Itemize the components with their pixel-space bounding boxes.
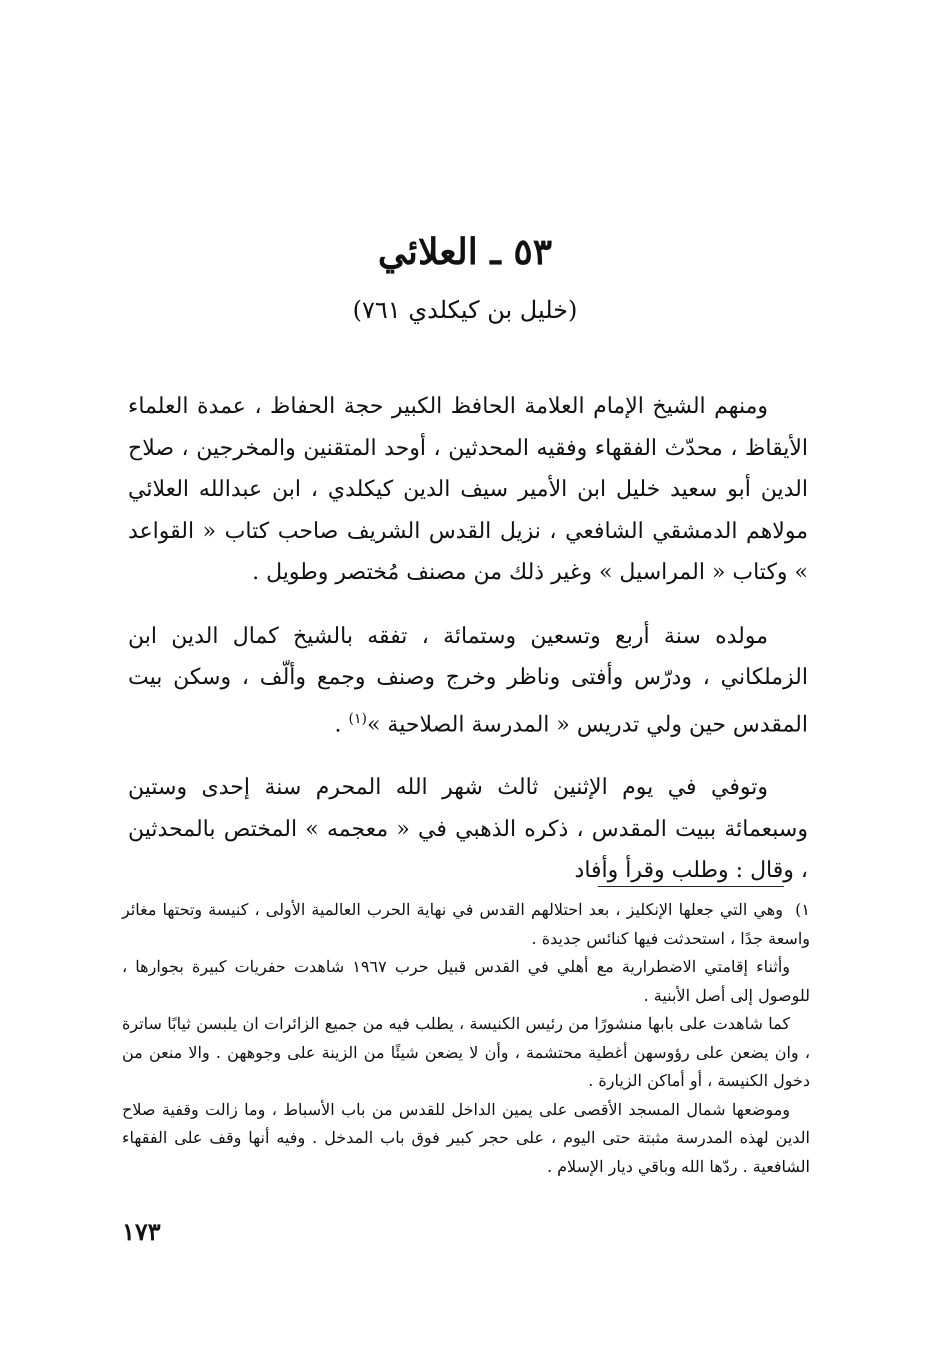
- main-text: [128, 386, 808, 914]
- footnote-marker: (١): [348, 710, 367, 727]
- footnotes: [122, 896, 810, 1181]
- chapter-title: ٥٣ ـ العلائي: [377, 231, 553, 273]
- chapter-subtitle: (خليل بن كيكلدي ٧٦١): [352, 296, 578, 324]
- page-number: ١٧٣: [122, 1217, 161, 1246]
- paragraph-birth: [128, 616, 808, 746]
- paragraph-birth-text: مولده سنة أربع وتسعين وستمائة ، تفقه بالشيخ كمال الدين ابن الزملكاني ، ودرّس وأفتى وناظر وخرج وصنف وجمع وألّف ، وسكن بيت المقدس حين ولي تدريس « المدرسة الصلاحية »: [128, 623, 808, 737]
- footnote-line: وموضعها شمال المسجد الأقصى على يمين الداخل للقدس من باب الأسباط ، وما زالت وقفية صلاح الدين لهذه المدرسة مثبتة حتى اليوم ، على حجر كبير فوق باب المدخل . وفيه أنها وقف على الفقهاء الشافعية . ردّها الله وباقي ديار الإسلام .: [122, 1099, 810, 1176]
- footnote-text: وهي التي جعلها الإنكليز ، بعد احتلالهم القدس في نهاية الحرب العالمية الأولى ، كنيسة وتحتها مغائر واسعة جدًا ، استحدثت فيها كنائس جديدة .: [122, 900, 810, 948]
- footnote-line: وأثناء إقامتي الاضطرارية مع أهلي في القدس قبيل حرب ١٩٦٧ شاهدت حفريات كبيرة بجوارها ، للوصول إلى أصل الأبنية .: [122, 957, 810, 1005]
- footnote-divider: [598, 886, 784, 887]
- paragraph-death: وتوفي في يوم الإثنين ثالث شهر الله المحرم سنة إحدى وستين وسبعمائة ببيت المقدس ، ذكره الذهبي في « معجمه » المختص بالمحدثين ، وقال : وطلب وقرأ وأفاد: [128, 775, 808, 884]
- paragraph-intro: ومنهم الشيخ الإمام العلامة الحافظ الكبير حجة الحفاظ ، عمدة العلماء الأيقاظ ، محدّث الفقهاء وفقيه المحدثين ، أوحد المتقنين والمخرجين ، صلاح الدين أبو سعيد خليل ابن الأمير سيف الدين كيكلدي ، ابن عبدالله العلائي مولاهم الدمشقي الشافعي ، نزيل القدس الشريف صاحب كتاب « القواعد » وكتاب « المراسيل » وغير ذلك من مصنف مُختصر وطويل .: [128, 394, 808, 585]
- footnote-number: ١): [795, 900, 811, 919]
- paragraph-birth-end: .: [334, 711, 349, 737]
- footnote-line: كما شاهدت على بابها منشورًا من رئيس الكنيسة ، يطلب فيه من جميع الزائرات ان يلبسن ثيابًا ساترة ، وان يضعن على رؤوسهن أغطية محتشمة ، وأن لا يضعن شيئًا من الزينة على وجوههن . والا منعن من دخول الكنيسة ، أو أماكن الزيارة .: [122, 1014, 810, 1090]
- footnote-line: [122, 896, 810, 953]
